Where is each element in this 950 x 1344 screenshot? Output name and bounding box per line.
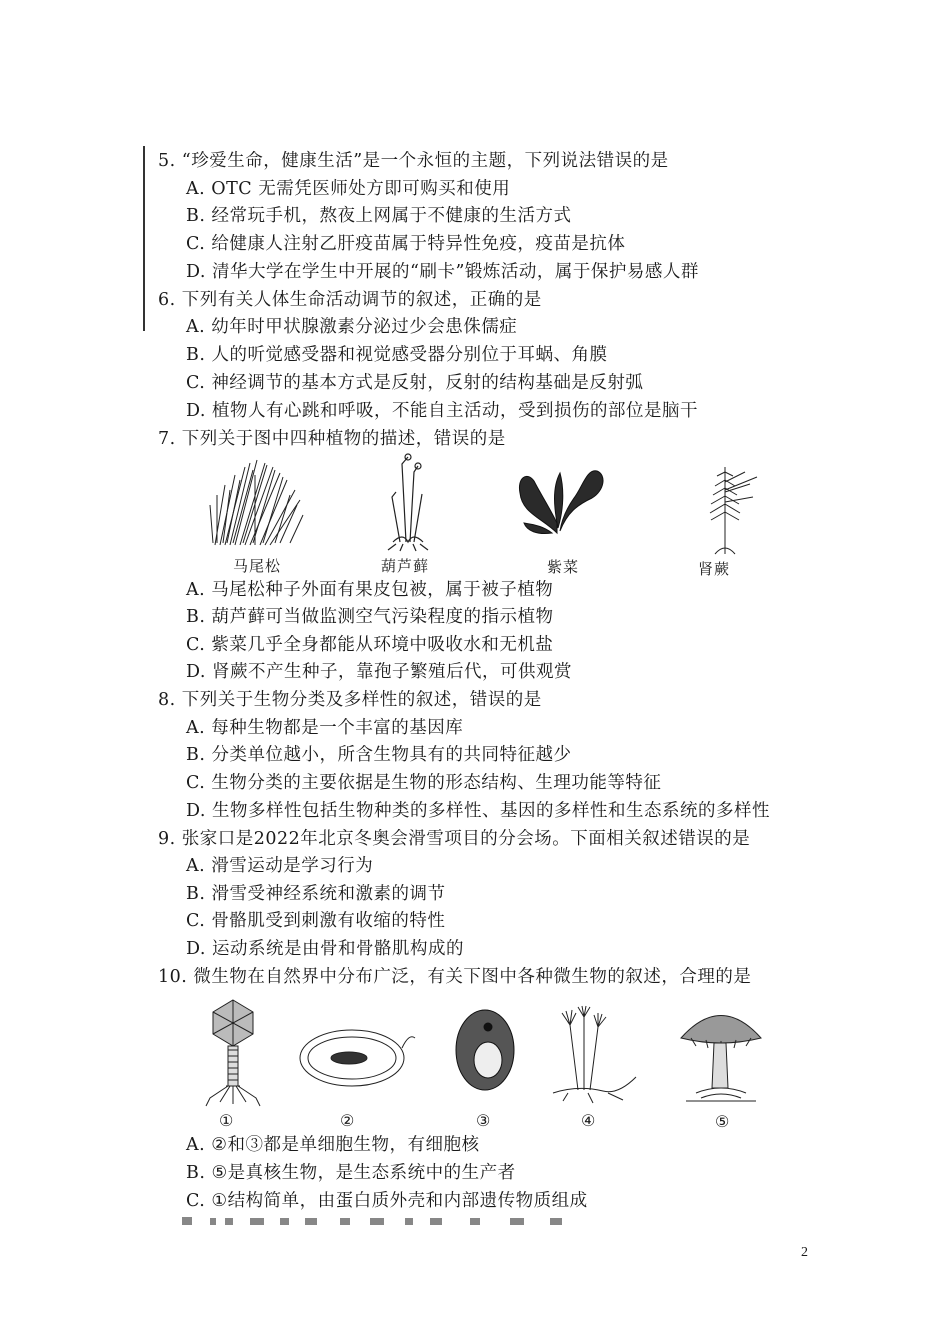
masson-pine-figure: [205, 455, 305, 550]
moss-figure: [378, 452, 438, 552]
caption-moss: 葫芦藓: [381, 557, 430, 575]
q8-option-c: C. 生物分类的主要依据是生物的形态结构、生理功能等特征: [186, 773, 662, 793]
q10-option-b: B. ⑤是真核生物，是生态系统中的生产者: [186, 1163, 516, 1183]
caption-masson-pine: 马尾松: [233, 557, 282, 575]
q5-option-d: D. 清华大学在学生中开展的“刷卡”锻炼活动，属于保护易感人群: [186, 262, 699, 282]
caption-laver: 紫菜: [547, 558, 580, 576]
label-5: ⑤: [715, 1112, 730, 1131]
q7-option-c: C. 紫菜几乎全身都能从环境中吸收水和无机盐: [186, 635, 554, 655]
q8-option-a: A. 每种生物都是一个丰富的基因库: [186, 718, 464, 738]
q7-stem: 7. 下列关于图中四种植物的描述，错误的是: [158, 429, 506, 449]
bacteriophage-figure: [198, 998, 268, 1108]
bacterium-figure: [297, 1018, 417, 1098]
q8-option-d: D. 生物多样性包括生物种类的多样性、基因的多样性和生态系统的多样性: [186, 801, 771, 821]
q6-option-d: D. 植物人有心跳和呼吸，不能自主活动，受到损伤的部位是脑干: [186, 401, 699, 421]
q6-option-b: B. 人的听觉感受器和视觉感受器分别位于耳蜗、角膜: [186, 345, 608, 365]
cropped-line-fragment: [180, 1215, 580, 1225]
mold-figure: [548, 1005, 638, 1105]
label-1: ①: [219, 1111, 234, 1130]
q5-option-c: C. 给健康人注射乙肝疫苗属于特异性免疫，疫苗是抗体: [186, 234, 626, 254]
q8-option-b: B. 分类单位越小，所含生物具有的共同特征越少: [186, 745, 572, 765]
q7-option-d: D. 肾蕨不产生种子，靠孢子繁殖后代，可供观赏: [186, 662, 573, 682]
mushroom-figure: [676, 998, 766, 1108]
page-number: 2: [801, 1245, 808, 1260]
q9-option-d: D. 运动系统是由骨和骨骼肌构成的: [186, 939, 465, 959]
q9-stem: 9. 张家口是2022年北京冬奥会滑雪项目的分会场。下面相关叙述错误的是: [158, 829, 751, 849]
q10-stem: 10. 微生物在自然界中分布广泛，有关下图中各种微生物的叙述，合理的是: [158, 967, 752, 987]
q9-option-a: A. 滑雪运动是学习行为: [186, 856, 374, 876]
q5-option-a: A. OTC 无需凭医师处方即可购买和使用: [186, 179, 511, 199]
yeast-figure: [452, 1005, 522, 1095]
q5-stem: 5. “珍爱生命，健康生活”是一个永恒的主题，下列说法错误的是: [158, 151, 669, 171]
q6-option-a: A. 幼年时甲状腺激素分泌过少会患侏儒症: [186, 317, 518, 337]
label-3: ③: [476, 1111, 491, 1130]
caption-fern: 肾蕨: [698, 560, 731, 578]
q6-stem: 6. 下列有关人体生命活动调节的叙述，正确的是: [158, 290, 542, 310]
q9-option-b: B. 滑雪受神经系统和激素的调节: [186, 884, 446, 904]
margin-rule: [143, 146, 145, 331]
q8-stem: 8. 下列关于生物分类及多样性的叙述，错误的是: [158, 690, 542, 710]
q6-option-c: C. 神经调节的基本方式是反射，反射的结构基础是反射弧: [186, 373, 644, 393]
label-4: ④: [581, 1111, 596, 1130]
q7-option-a: A. 马尾松种子外面有果皮包被，属于被子植物: [186, 580, 554, 600]
label-2: ②: [340, 1111, 355, 1130]
fern-figure: [685, 462, 765, 557]
q10-option-a: A. ②和③都是单细胞生物，有细胞核: [186, 1135, 480, 1155]
q10-option-c: C. ①结构简单，由蛋白质外壳和内部遗传物质组成: [186, 1191, 588, 1211]
q5-option-b: B. 经常玩手机，熬夜上网属于不健康的生活方式: [186, 206, 572, 226]
q7-option-b: B. 葫芦藓可当做监测空气污染程度的指示植物: [186, 607, 554, 627]
laver-figure: [512, 463, 607, 538]
q9-option-c: C. 骨骼肌受到刺激有收缩的特性: [186, 911, 446, 931]
